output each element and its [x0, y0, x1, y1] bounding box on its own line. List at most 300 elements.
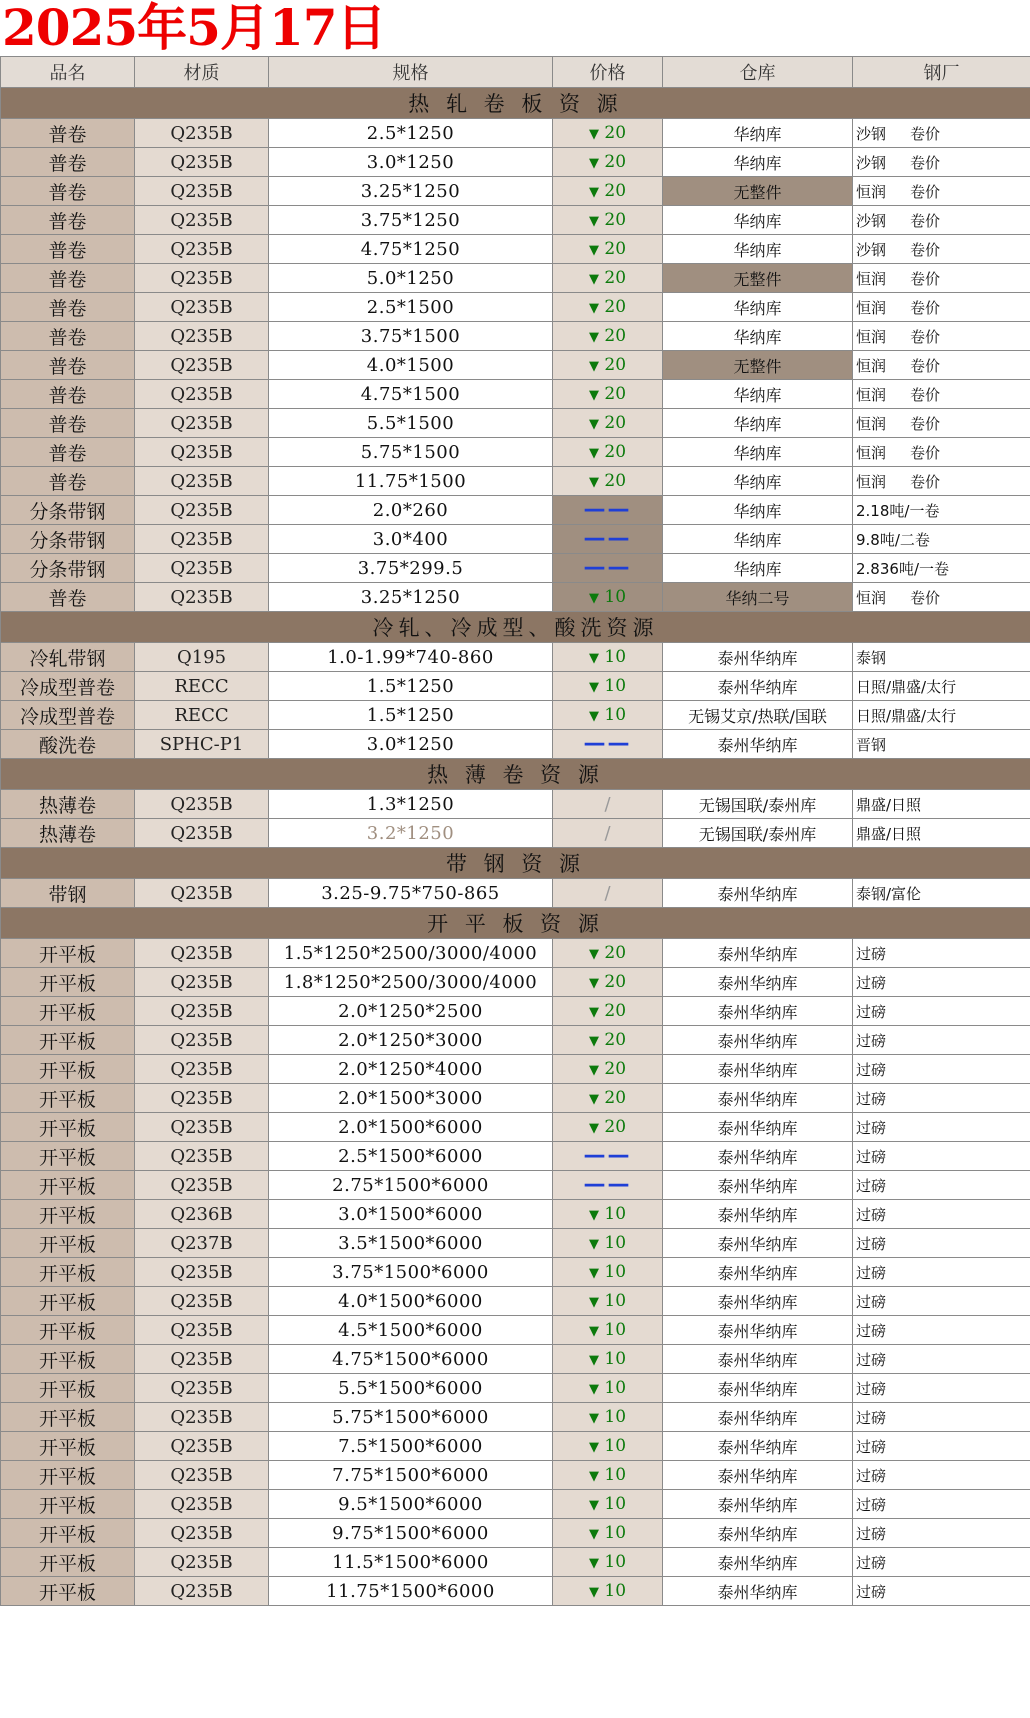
mill-cell [853, 701, 1030, 730]
product-name-cell: 开平板 [1, 1548, 135, 1577]
price-table [0, 56, 1030, 1606]
table-row [1, 1519, 1030, 1548]
mill-cell [853, 672, 1030, 701]
mill-cell [853, 351, 1030, 380]
warehouse-cell: 泰州华纳库 [663, 1055, 853, 1084]
spec-cell: 3.75*1250 [269, 206, 553, 235]
price-down-arrow-icon: ▼ [588, 976, 599, 991]
material-cell: Q235B [135, 1171, 269, 1200]
product-name-cell: 普卷 [1, 409, 135, 438]
spec-cell: 3.25*1250 [269, 177, 553, 206]
section-header [1, 612, 1030, 643]
price-change-value: 10 [604, 1349, 627, 1369]
table-row [1, 177, 1030, 206]
mill-name: 过磅 [856, 973, 887, 992]
spec-cell: 1.8*1250*2500/3000/4000 [269, 968, 553, 997]
section-header [1, 848, 1030, 879]
warehouse-cell: 华纳库 [663, 148, 853, 177]
mill-cell [853, 496, 1030, 525]
warehouse-cell: 泰州华纳库 [663, 672, 853, 701]
warehouse-cell: 泰州华纳库 [663, 1171, 853, 1200]
price-cell [553, 701, 663, 730]
not-applicable-slash-icon: / [604, 793, 611, 815]
mill-cell [853, 1345, 1030, 1374]
price-change-value: 20 [604, 1117, 627, 1137]
mill-cell [853, 264, 1030, 293]
price-cell [553, 177, 663, 206]
mill-cell [853, 1229, 1030, 1258]
price-cell [553, 1345, 663, 1374]
material-cell: Q235B [135, 1287, 269, 1316]
price-change-value: 10 [604, 647, 627, 667]
mill-name: 沙钢 [856, 153, 887, 172]
mill-name: 恒润 [856, 356, 887, 375]
material-cell: Q235B [135, 1432, 269, 1461]
product-name-cell: 开平板 [1, 1200, 135, 1229]
mill-name: 鼎盛/日照 [856, 795, 922, 814]
mill-name: 鼎盛/日照 [856, 824, 922, 843]
mill-note: 卷价 [910, 327, 941, 346]
price-down-arrow-icon: ▼ [588, 388, 599, 403]
mill-note: 卷价 [910, 240, 941, 259]
product-name-cell: 普卷 [1, 177, 135, 206]
price-down-arrow-icon: ▼ [588, 1498, 599, 1513]
mill-note: 卷价 [910, 124, 941, 143]
mill-note: 卷价 [910, 414, 941, 433]
price-cell [553, 1403, 663, 1432]
price-cell [553, 879, 663, 908]
warehouse-cell: 泰州华纳库 [663, 1432, 853, 1461]
product-name-cell: 普卷 [1, 119, 135, 148]
warehouse-cell: 泰州华纳库 [663, 1316, 853, 1345]
price-down-arrow-icon: ▼ [588, 709, 599, 724]
material-cell: Q235B [135, 968, 269, 997]
price-change-value: 10 [604, 1291, 627, 1311]
material-cell: Q235B [135, 1258, 269, 1287]
product-name-cell: 酸洗卷 [1, 730, 135, 759]
material-cell: Q235B [135, 264, 269, 293]
product-name-cell: 开平板 [1, 1316, 135, 1345]
spec-cell: 3.75*299.5 [269, 554, 553, 583]
mill-cell [853, 1142, 1030, 1171]
price-change-value: 20 [604, 384, 627, 404]
material-cell: SPHC-P1 [135, 730, 269, 759]
product-name-cell: 分条带钢 [1, 496, 135, 525]
table-row [1, 1287, 1030, 1316]
price-cell [553, 496, 663, 525]
mill-name: 过磅 [856, 1002, 887, 1021]
price-down-arrow-icon: ▼ [588, 1382, 599, 1397]
mill-name: 过磅 [856, 1524, 887, 1543]
spec-cell: 2.0*1250*4000 [269, 1055, 553, 1084]
spec-cell: 3.0*1250 [269, 148, 553, 177]
mill-cell [853, 1316, 1030, 1345]
mill-note: 卷价 [910, 153, 941, 172]
mill-cell [853, 1200, 1030, 1229]
spec-cell: 1.5*1250 [269, 701, 553, 730]
warehouse-cell: 华纳库 [663, 467, 853, 496]
price-cell [553, 264, 663, 293]
price-cell [553, 939, 663, 968]
spec-cell: 2.5*1250 [269, 119, 553, 148]
spec-cell: 2.0*1500*3000 [269, 1084, 553, 1113]
warehouse-cell: 泰州华纳库 [663, 939, 853, 968]
product-name-cell: 开平板 [1, 1519, 135, 1548]
product-name-cell: 开平板 [1, 1229, 135, 1258]
price-change-value: 20 [604, 326, 627, 346]
spec-cell: 7.75*1500*6000 [269, 1461, 553, 1490]
material-cell: Q235B [135, 879, 269, 908]
table-row [1, 997, 1030, 1026]
warehouse-cell: 华纳库 [663, 235, 853, 264]
price-down-arrow-icon: ▼ [588, 1092, 599, 1107]
product-name-cell: 热薄卷 [1, 790, 135, 819]
material-cell: Q235B [135, 177, 269, 206]
price-cell [553, 293, 663, 322]
price-change-value: 10 [604, 1552, 627, 1572]
price-down-arrow-icon: ▼ [588, 680, 599, 695]
no-change-dash-icon: —— [583, 1172, 632, 1197]
price-down-arrow-icon: ▼ [588, 1353, 599, 1368]
spec-cell: 3.0*1250 [269, 730, 553, 759]
material-cell: RECC [135, 672, 269, 701]
spec-cell: 3.25*1250 [269, 583, 553, 612]
spec-cell: 3.2*1250 [269, 819, 553, 848]
spec-cell: 4.75*1250 [269, 235, 553, 264]
mill-name: 过磅 [856, 1466, 887, 1485]
table-row [1, 1113, 1030, 1142]
mill-cell [853, 939, 1030, 968]
price-change-value: 20 [604, 1030, 627, 1050]
warehouse-cell: 华纳库 [663, 438, 853, 467]
product-name-cell: 开平板 [1, 1142, 135, 1171]
header-price: 价格 [553, 57, 663, 88]
warehouse-cell: 泰州华纳库 [663, 1345, 853, 1374]
table-row [1, 1229, 1030, 1258]
price-down-arrow-icon: ▼ [588, 651, 599, 666]
spec-cell: 3.75*1500*6000 [269, 1258, 553, 1287]
table-row [1, 293, 1030, 322]
price-cell [553, 672, 663, 701]
price-cell [553, 643, 663, 672]
material-cell: Q235B [135, 1026, 269, 1055]
no-change-dash-icon: —— [583, 497, 632, 522]
price-change-value: 10 [604, 1378, 627, 1398]
mill-name: 过磅 [856, 1408, 887, 1427]
material-cell: Q235B [135, 1055, 269, 1084]
table-row [1, 264, 1030, 293]
page-title: 2025年5月17日 [2, 0, 386, 57]
warehouse-cell: 华纳库 [663, 293, 853, 322]
mill-cell [853, 997, 1030, 1026]
section-title: 开 平 板 资 源 [1, 908, 1030, 939]
section-title: 热 轧 卷 板 资 源 [1, 88, 1030, 119]
product-name-cell: 开平板 [1, 1113, 135, 1142]
price-cell [553, 1113, 663, 1142]
spec-cell: 3.5*1500*6000 [269, 1229, 553, 1258]
price-cell [553, 1548, 663, 1577]
header-material: 材质 [135, 57, 269, 88]
price-cell [553, 206, 663, 235]
table-row [1, 1171, 1030, 1200]
mill-cell [853, 1113, 1030, 1142]
mill-cell [853, 1026, 1030, 1055]
price-down-arrow-icon: ▼ [588, 417, 599, 432]
table-row [1, 1577, 1030, 1606]
product-name-cell: 冷轧带钢 [1, 643, 135, 672]
mill-name: 过磅 [856, 1205, 887, 1224]
product-name-cell: 普卷 [1, 322, 135, 351]
product-name-cell: 开平板 [1, 1374, 135, 1403]
mill-cell [853, 730, 1030, 759]
table-row [1, 1316, 1030, 1345]
spec-cell: 5.0*1250 [269, 264, 553, 293]
mill-cell [853, 1258, 1030, 1287]
mill-cell [853, 525, 1030, 554]
spec-cell: 1.5*1250 [269, 672, 553, 701]
mill-cell [853, 119, 1030, 148]
table-row [1, 1084, 1030, 1113]
price-change-value: 10 [604, 1465, 627, 1485]
mill-cell [853, 438, 1030, 467]
spec-cell: 4.0*1500*6000 [269, 1287, 553, 1316]
material-cell: Q235B [135, 1548, 269, 1577]
product-name-cell: 普卷 [1, 351, 135, 380]
mill-cell [853, 643, 1030, 672]
material-cell: Q235B [135, 380, 269, 409]
mill-name: 恒润 [856, 327, 887, 346]
product-name-cell: 普卷 [1, 438, 135, 467]
material-cell: Q235B [135, 206, 269, 235]
material-cell: Q235B [135, 1316, 269, 1345]
mill-note: 卷价 [910, 443, 941, 462]
price-cell [553, 1142, 663, 1171]
spec-cell: 5.5*1500*6000 [269, 1374, 553, 1403]
price-cell [553, 1287, 663, 1316]
table-row [1, 1345, 1030, 1374]
spec-cell: 4.0*1500 [269, 351, 553, 380]
table-row [1, 1432, 1030, 1461]
price-down-arrow-icon: ▼ [588, 156, 599, 171]
mill-cell [853, 1084, 1030, 1113]
section-title: 冷轧、冷成型、酸洗资源 [1, 612, 1030, 643]
warehouse-cell: 华纳库 [663, 119, 853, 148]
material-cell: Q235B [135, 997, 269, 1026]
mill-name: 日照/鼎盛/太行 [856, 706, 957, 725]
table-row [1, 583, 1030, 612]
price-cell [553, 380, 663, 409]
price-down-arrow-icon: ▼ [588, 359, 599, 374]
price-table-body [1, 57, 1030, 1606]
material-cell: Q235B [135, 235, 269, 264]
price-change-value: 20 [604, 355, 627, 375]
table-row [1, 409, 1030, 438]
warehouse-cell: 泰州华纳库 [663, 1461, 853, 1490]
price-change-value: 10 [604, 705, 627, 725]
mill-note: 卷价 [910, 385, 941, 404]
price-cell [553, 1171, 663, 1200]
mill-name: 恒润 [856, 269, 887, 288]
product-name-cell: 冷成型普卷 [1, 672, 135, 701]
material-cell: Q235B [135, 1519, 269, 1548]
spec-cell: 11.5*1500*6000 [269, 1548, 553, 1577]
table-header-row [1, 57, 1030, 88]
mill-cell [853, 206, 1030, 235]
mill-cell [853, 554, 1030, 583]
price-cell [553, 1316, 663, 1345]
price-cell [553, 1055, 663, 1084]
mill-name: 过磅 [856, 1437, 887, 1456]
spec-cell: 3.75*1500 [269, 322, 553, 351]
warehouse-cell: 泰州华纳库 [663, 1258, 853, 1287]
mill-cell [853, 879, 1030, 908]
table-row [1, 206, 1030, 235]
mill-name: 过磅 [856, 1350, 887, 1369]
price-down-arrow-icon: ▼ [588, 214, 599, 229]
section-title: 带 钢 资 源 [1, 848, 1030, 879]
table-row [1, 730, 1030, 759]
mill-name: 过磅 [856, 944, 887, 963]
mill-cell [853, 380, 1030, 409]
price-change-value: 10 [604, 1436, 627, 1456]
product-name-cell: 普卷 [1, 235, 135, 264]
mill-name: 恒润 [856, 443, 887, 462]
mill-cell [853, 1171, 1030, 1200]
price-cell [553, 351, 663, 380]
price-down-arrow-icon: ▼ [588, 1411, 599, 1426]
price-cell [553, 819, 663, 848]
table-row [1, 322, 1030, 351]
product-name-cell: 普卷 [1, 206, 135, 235]
product-name-cell: 开平板 [1, 1084, 135, 1113]
mill-cell [853, 1577, 1030, 1606]
spec-cell: 1.3*1250 [269, 790, 553, 819]
mill-name: 恒润 [856, 385, 887, 404]
warehouse-cell: 华纳库 [663, 380, 853, 409]
product-name-cell: 开平板 [1, 997, 135, 1026]
price-change-value: 20 [604, 123, 627, 143]
mill-name: 过磅 [856, 1118, 887, 1137]
material-cell: Q235B [135, 1113, 269, 1142]
mill-cell [853, 1287, 1030, 1316]
material-cell: Q236B [135, 1200, 269, 1229]
table-row [1, 1374, 1030, 1403]
spec-cell: 5.75*1500*6000 [269, 1403, 553, 1432]
price-cell [553, 1258, 663, 1287]
price-down-arrow-icon: ▼ [588, 1324, 599, 1339]
mill-name: 恒润 [856, 588, 887, 607]
price-down-arrow-icon: ▼ [588, 301, 599, 316]
warehouse-cell: 泰州华纳库 [663, 1200, 853, 1229]
material-cell: Q235B [135, 438, 269, 467]
table-row [1, 643, 1030, 672]
material-cell: Q235B [135, 1142, 269, 1171]
mill-name: 2.18吨/一卷 [856, 501, 940, 520]
mill-note: 卷价 [910, 472, 941, 491]
mill-cell [853, 819, 1030, 848]
spec-cell: 4.75*1500*6000 [269, 1345, 553, 1374]
warehouse-cell: 泰州华纳库 [663, 1229, 853, 1258]
price-change-value: 20 [604, 1059, 627, 1079]
table-row [1, 1490, 1030, 1519]
mill-name: 2.836吨/一卷 [856, 559, 949, 578]
table-row [1, 119, 1030, 148]
price-cell [553, 525, 663, 554]
mill-cell [853, 148, 1030, 177]
section-header [1, 908, 1030, 939]
mill-name: 恒润 [856, 182, 887, 201]
price-cell [553, 148, 663, 177]
material-cell: Q235B [135, 1461, 269, 1490]
mill-cell [853, 467, 1030, 496]
price-cell [553, 1374, 663, 1403]
header-name: 品名 [1, 57, 135, 88]
not-applicable-slash-icon: / [604, 882, 611, 904]
warehouse-cell: 华纳库 [663, 322, 853, 351]
price-change-value: 10 [604, 676, 627, 696]
mill-cell [853, 968, 1030, 997]
mill-name: 过磅 [856, 1060, 887, 1079]
table-row [1, 1461, 1030, 1490]
price-change-value: 10 [604, 1320, 627, 1340]
price-cell [553, 322, 663, 351]
product-name-cell: 普卷 [1, 467, 135, 496]
mill-name: 恒润 [856, 414, 887, 433]
price-change-value: 20 [604, 943, 627, 963]
price-down-arrow-icon: ▼ [588, 1585, 599, 1600]
price-down-arrow-icon: ▼ [588, 1034, 599, 1049]
price-cell [553, 1432, 663, 1461]
spec-cell: 9.75*1500*6000 [269, 1519, 553, 1548]
warehouse-cell: 泰州华纳库 [663, 1113, 853, 1142]
material-cell: Q235B [135, 1577, 269, 1606]
price-cell [553, 997, 663, 1026]
warehouse-cell: 华纳库 [663, 496, 853, 525]
mill-cell [853, 1548, 1030, 1577]
mill-name: 过磅 [856, 1263, 887, 1282]
price-cell [553, 1461, 663, 1490]
mill-name: 沙钢 [856, 124, 887, 143]
warehouse-cell: 无锡国联/泰州库 [663, 790, 853, 819]
mill-cell [853, 1519, 1030, 1548]
price-down-arrow-icon: ▼ [588, 1121, 599, 1136]
table-row [1, 1200, 1030, 1229]
product-name-cell: 热薄卷 [1, 819, 135, 848]
product-name-cell: 开平板 [1, 1577, 135, 1606]
spec-cell: 3.25-9.75*750-865 [269, 879, 553, 908]
no-change-dash-icon: —— [583, 731, 632, 756]
price-change-value: 10 [604, 1262, 627, 1282]
price-cell [553, 438, 663, 467]
table-row [1, 819, 1030, 848]
spec-cell: 2.0*1250*2500 [269, 997, 553, 1026]
material-cell: Q235B [135, 1345, 269, 1374]
material-cell: Q235B [135, 1084, 269, 1113]
spec-cell: 1.5*1250*2500/3000/4000 [269, 939, 553, 968]
price-cell [553, 1519, 663, 1548]
material-cell: Q235B [135, 1490, 269, 1519]
price-down-arrow-icon: ▼ [588, 185, 599, 200]
mill-cell [853, 293, 1030, 322]
price-down-arrow-icon: ▼ [588, 127, 599, 142]
price-cell [553, 1026, 663, 1055]
price-cell [553, 1577, 663, 1606]
table-row [1, 438, 1030, 467]
product-name-cell: 开平板 [1, 1432, 135, 1461]
warehouse-cell: 泰州华纳库 [663, 1287, 853, 1316]
price-down-arrow-icon: ▼ [588, 1208, 599, 1223]
product-name-cell: 普卷 [1, 293, 135, 322]
